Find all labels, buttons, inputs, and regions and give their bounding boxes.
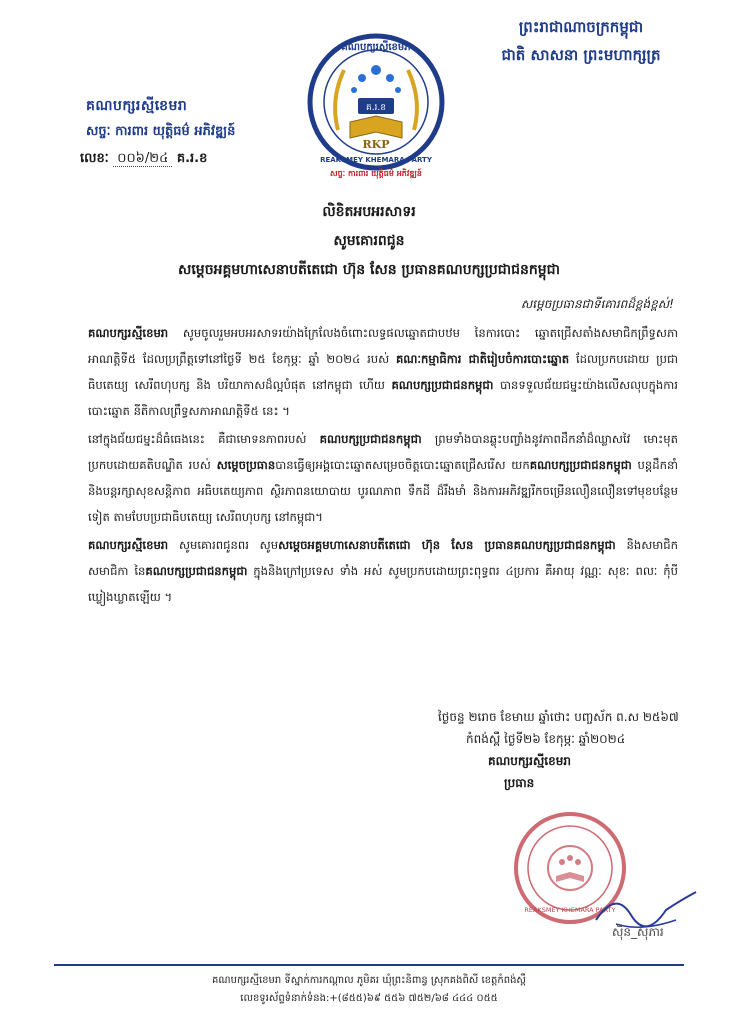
footer-phone: លេខទូរស័ព្ទទំនាក់ទំនង:+(៨៥៥)៦៩ ៥៥៦ ៧៥២/៦៨ ៤៤៤ ០៥៥ [240, 993, 498, 1004]
document-type: លិខិតអបអរសាទរ [322, 204, 416, 220]
emphasized-text: គណៈកម្មាធិការ ជាតិរៀបចំការបោះឆ្នោត [395, 352, 570, 366]
ref-label: លេខៈ [80, 151, 109, 166]
logo-center-text: គ.រ.ខ [365, 103, 387, 113]
body-text: ព្រមទាំងបានឆ្លុះបញ្ចាំងនូវភាពដឹកនាំដ៏ឈ្លាសវៃ មោះមុត ប្រកបដោយគតិបណ្ឌិត របស់ [88, 432, 678, 472]
paragraph-2 [88, 426, 678, 530]
kingdom-line-1: ព្រះរាជាណាចក្រកម្ពុជា [518, 18, 644, 36]
emphasized-text: គណបក្សប្រជាជនកម្ពុជា [391, 378, 494, 392]
logo-top-text: គណបក្សរស្មីខេមរា [341, 42, 411, 53]
signature-block [438, 706, 696, 794]
paragraph-1 [88, 320, 678, 424]
emphasized-text: គណបក្សរស្មីខេមរា [88, 326, 169, 340]
body-text: បានធ្វើឲ្យអង្គបោះឆ្នោតសម្រេចចិត្តបោះឆ្នោតជ្រើសរើស យក [275, 458, 530, 472]
logo-ring-text: REAKSMEY KHEMARA PARTY [320, 156, 432, 164]
paragraph-3 [88, 532, 678, 610]
footer-divider [54, 964, 684, 966]
date-lunar: ថ្ងៃចន្ទ ២រោច ខែមាឃ ឆ្នាំថោះ បញ្ចស័ក ព.ស ២៥៦៧ [438, 710, 679, 724]
party-motto: សច្ចៈ ការពារ យុត្តិធម៌ អភិវឌ្ឍន៍ [86, 124, 236, 139]
signer-name: ស៊ឹន_សុភារ [612, 925, 664, 939]
logo-abbr: RKP [362, 138, 390, 151]
reference-number [80, 150, 207, 169]
body-text: សូមគោរពជូនពរ សូម [168, 538, 279, 552]
body-text: បានទទួលជ័យជម្នះយ៉ាងលើសលុបក្នុងការបោះឆ្នោត នីតិកាលព្រឹទ្ធសភាអាណត្តិទី៥ នេះ ។ [88, 378, 678, 418]
party-name: គណបក្សរស្មីខេមរា [86, 98, 188, 114]
body-text: ក្នុងនិងក្រៅប្រទេស ទាំង អស់ សូមប្រកបដោយព្រះពុទ្ធពរ ៤ប្រការ គឺអាយុ វណ្ណៈ សុខៈ ពលៈ កុំបីឃ្លៀងឃ្លាតឡើយ ។ [88, 564, 679, 604]
addressed-to: សូមគោរពជូន [333, 233, 405, 249]
emphasized-text: សម្តេចអគ្គមហាសេនាបតីតេជោ ហ៊ុន សែន ប្រធានគណបក្សប្រជាជនកម្ពុជា [278, 538, 616, 552]
ref-suffix: គ.រ.ខ [176, 151, 208, 166]
date-solar: កំពង់ស្ពឺ ថ្ងៃទី២៦ ខែកុម្ភៈ ឆ្នាំ២០២៤ [466, 732, 626, 746]
seal-text: REAKSMEY KHEMARA PARTY [524, 906, 616, 914]
recipient: សម្តេចអគ្គមហាសេនាបតីតេជោ ហ៊ុន សែន ប្រធានគណបក្សប្រជាជនកម្ពុជា [178, 262, 560, 278]
party-logo [296, 30, 456, 180]
body-text: ដែលប្រកបដោយ ប្រជាធិបតេយ្យ សេរីពហុបក្ស និង បរិយាកាសដ៏ល្អបំផុត នៅកម្ពុជា ហើយ [88, 352, 678, 392]
ref-value: ០០៦/២៤ [113, 151, 172, 167]
kingdom-heading [466, 18, 696, 68]
signing-party: គណបក្សរស្មីខេមរា [488, 754, 571, 768]
emphasized-text: គណបក្សប្រជាជនកម្ពុជា [319, 432, 422, 446]
body-text: បន្តដឹកនាំ និងបន្តរក្សាសុខសន្តិភាព អធិបតេយ្យភាព ស្ថិរភាពនយោបាយ បូរណភាព ទឹកដី ដ៏រឹងមាំ និងការអភិវឌ្ឍរីកចម្រើនលឿនលឿនទៅមុខបន្ថែមទៀត តាមបែបប្រជាធិបតេយ្យ សេរីពហុបក្ស នៅកម្ពុជា។ [88, 458, 679, 524]
body-text: នៅក្នុងជ័យជម្នះដ៏ធំធេងនេះ គឺជាមោទនភាពរបស់ [88, 432, 320, 446]
body-text: សូមចូលរួមអបអរសាទរយ៉ាងក្រៃលែងចំពោះលទ្ធផលឆ្នោតជាបឋម នៃការបោះ ឆ្នោតជ្រើសតាំងសមាជិកព្រឹទ្ធសភា អាណត្តិទី៥ ដែលប្រព្រឹត្តទៅនៅថ្ងៃទី ២៥ ខែកុម្ភៈ ឆ្នាំ ២០២៤ របស់ [88, 326, 678, 366]
emphasized-text: សម្តេចប្រធាន [216, 458, 276, 472]
emphasized-text: គណបក្សប្រជាជនកម្ពុជា [529, 458, 632, 472]
party-header [86, 96, 286, 142]
letter-body [88, 320, 678, 612]
emphasized-text: គណបក្សប្រជាជនកម្ពុជា [145, 564, 248, 578]
footer [54, 972, 684, 1008]
logo-bottom-text: សច្ចៈ ការពារ យុត្តិធម៌ អភិវឌ្ឍន៍ [330, 169, 422, 178]
footer-address: គណបក្សរស្មីខេមរា ទីស្នាក់ការកណ្តាល ភូមិគរ ឃុំព្រះនិពាន្វ ស្រុកគងពិសី ខេត្តកំពង់ស្ពឺ [212, 975, 526, 986]
signer-title: ប្រធាន [504, 776, 535, 790]
kingdom-line-2: ជាតិ សាសនា ព្រះមហាក្សត្រ [501, 46, 661, 64]
salutation: សម្តេចប្រធានជាទីគោរពដ៏ខ្ពង់ខ្ពស់! [520, 297, 674, 311]
emphasized-text: គណបក្សរស្មីខេមរា [88, 538, 169, 552]
body-text: និងសមាជិក សមាជិកា នៃ [88, 538, 678, 578]
letter-titles [60, 202, 678, 281]
